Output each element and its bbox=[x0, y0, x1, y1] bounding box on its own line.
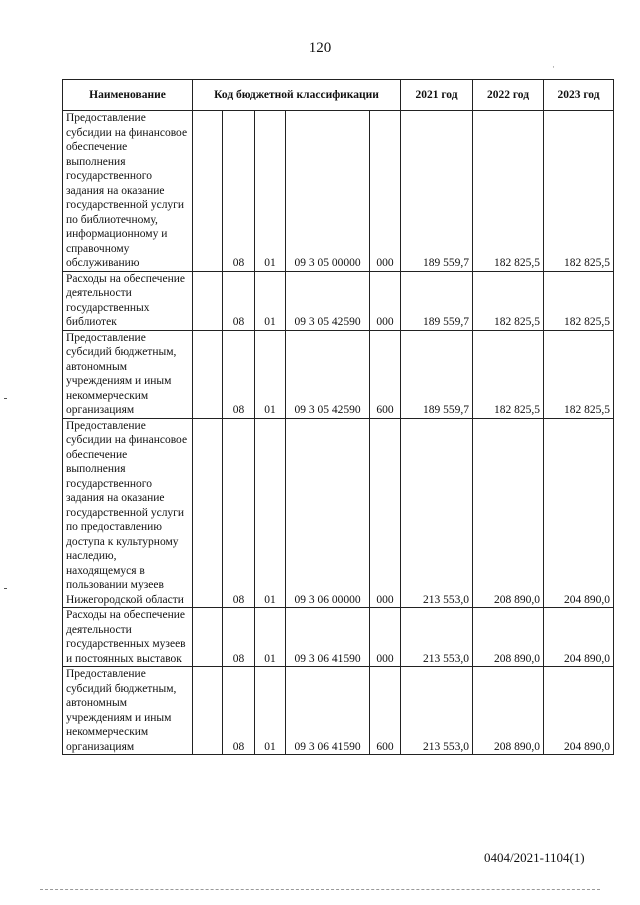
cell-chapter-empty bbox=[193, 330, 223, 418]
cell-target: 09 3 06 41590 bbox=[286, 608, 370, 667]
cell-y2023: 204 890,0 bbox=[544, 608, 614, 667]
cell-subsection: 01 bbox=[255, 608, 286, 667]
cell-y2023: 204 890,0 bbox=[544, 667, 614, 755]
cell-target: 09 3 05 00000 bbox=[286, 111, 370, 272]
cell-kind: 600 bbox=[370, 330, 401, 418]
cell-chapter-empty bbox=[193, 667, 223, 755]
cell-target: 09 3 05 42590 bbox=[286, 271, 370, 330]
cell-name: Предоставление субсидий бюджетным, автономным учреждениям и иным некоммерческим организациям bbox=[63, 330, 193, 418]
cell-subsection: 01 bbox=[255, 271, 286, 330]
cell-y2022: 208 890,0 bbox=[473, 667, 544, 755]
cell-kind: 000 bbox=[370, 271, 401, 330]
cell-target: 09 3 06 41590 bbox=[286, 667, 370, 755]
table-row bbox=[63, 608, 614, 667]
cell-chapter-empty bbox=[193, 608, 223, 667]
cell-y2021: 189 559,7 bbox=[401, 330, 473, 418]
cell-section: 08 bbox=[223, 330, 255, 418]
scan-margin-mark bbox=[4, 588, 7, 589]
header-2021: 2021 год bbox=[401, 80, 473, 111]
cell-y2022: 182 825,5 bbox=[473, 330, 544, 418]
cell-section: 08 bbox=[223, 608, 255, 667]
cell-target: 09 3 06 00000 bbox=[286, 418, 370, 608]
cell-y2023: 204 890,0 bbox=[544, 418, 614, 608]
cell-y2022: 182 825,5 bbox=[473, 271, 544, 330]
header-name: Наименование bbox=[63, 80, 193, 111]
cell-chapter-empty bbox=[193, 111, 223, 272]
cell-chapter-empty bbox=[193, 418, 223, 608]
table-row bbox=[63, 418, 614, 608]
cell-y2022: 182 825,5 bbox=[473, 111, 544, 272]
budget-table bbox=[62, 79, 614, 755]
cell-subsection: 01 bbox=[255, 418, 286, 608]
cell-name: Предоставление субсидий бюджетным, автономным учреждениям и иным некоммерческим организациям bbox=[63, 667, 193, 755]
table-row bbox=[63, 330, 614, 418]
cell-kind: 000 bbox=[370, 418, 401, 608]
cell-name: Расходы на обеспечение деятельности государственных музеев и постоянных выставок bbox=[63, 608, 193, 667]
cell-name: Расходы на обеспечение деятельности государственных библиотек bbox=[63, 271, 193, 330]
cell-kind: 000 bbox=[370, 608, 401, 667]
cell-y2023: 182 825,5 bbox=[544, 271, 614, 330]
header-2023: 2023 год bbox=[544, 80, 614, 111]
cell-chapter-empty bbox=[193, 271, 223, 330]
table-body bbox=[63, 111, 614, 755]
cell-subsection: 01 bbox=[255, 667, 286, 755]
table-row bbox=[63, 271, 614, 330]
cell-kind: 000 bbox=[370, 111, 401, 272]
cell-y2021: 213 553,0 bbox=[401, 418, 473, 608]
cell-section: 08 bbox=[223, 667, 255, 755]
cell-section: 08 bbox=[223, 418, 255, 608]
table-header-row bbox=[63, 80, 614, 111]
cell-kind: 600 bbox=[370, 667, 401, 755]
cell-y2022: 208 890,0 bbox=[473, 418, 544, 608]
page-bottom-rule bbox=[40, 889, 600, 890]
header-budget-code: Код бюджетной классификации bbox=[193, 80, 401, 111]
cell-y2021: 213 553,0 bbox=[401, 608, 473, 667]
header-2022: 2022 год bbox=[473, 80, 544, 111]
cell-name: Предоставление субсидии на финансовое обеспечение выполнения государственного задания на оказание государственной услуги по библиотечному, информационному и справочному обслуживанию bbox=[63, 111, 193, 272]
scan-speck: · bbox=[552, 62, 555, 72]
cell-y2023: 182 825,5 bbox=[544, 111, 614, 272]
page-number: 120 bbox=[308, 40, 332, 56]
table-row bbox=[63, 111, 614, 272]
cell-target: 09 3 05 42590 bbox=[286, 330, 370, 418]
cell-y2021: 213 553,0 bbox=[401, 667, 473, 755]
cell-y2023: 182 825,5 bbox=[544, 330, 614, 418]
cell-subsection: 01 bbox=[255, 330, 286, 418]
cell-name: Предоставление субсидии на финансовое обеспечение выполнения государственного задания на оказание государственной услуги по предоставлению доступа к культурному наследию, находящемуся в пользовании музеев Нижегородской области bbox=[63, 418, 193, 608]
cell-y2022: 208 890,0 bbox=[473, 608, 544, 667]
cell-y2021: 189 559,7 bbox=[401, 111, 473, 272]
document-id: 0404/2021-1104(1) bbox=[484, 850, 585, 865]
cell-section: 08 bbox=[223, 111, 255, 272]
scan-margin-mark bbox=[4, 398, 7, 399]
cell-y2021: 189 559,7 bbox=[401, 271, 473, 330]
cell-subsection: 01 bbox=[255, 111, 286, 272]
cell-section: 08 bbox=[223, 271, 255, 330]
table-row bbox=[63, 667, 614, 755]
